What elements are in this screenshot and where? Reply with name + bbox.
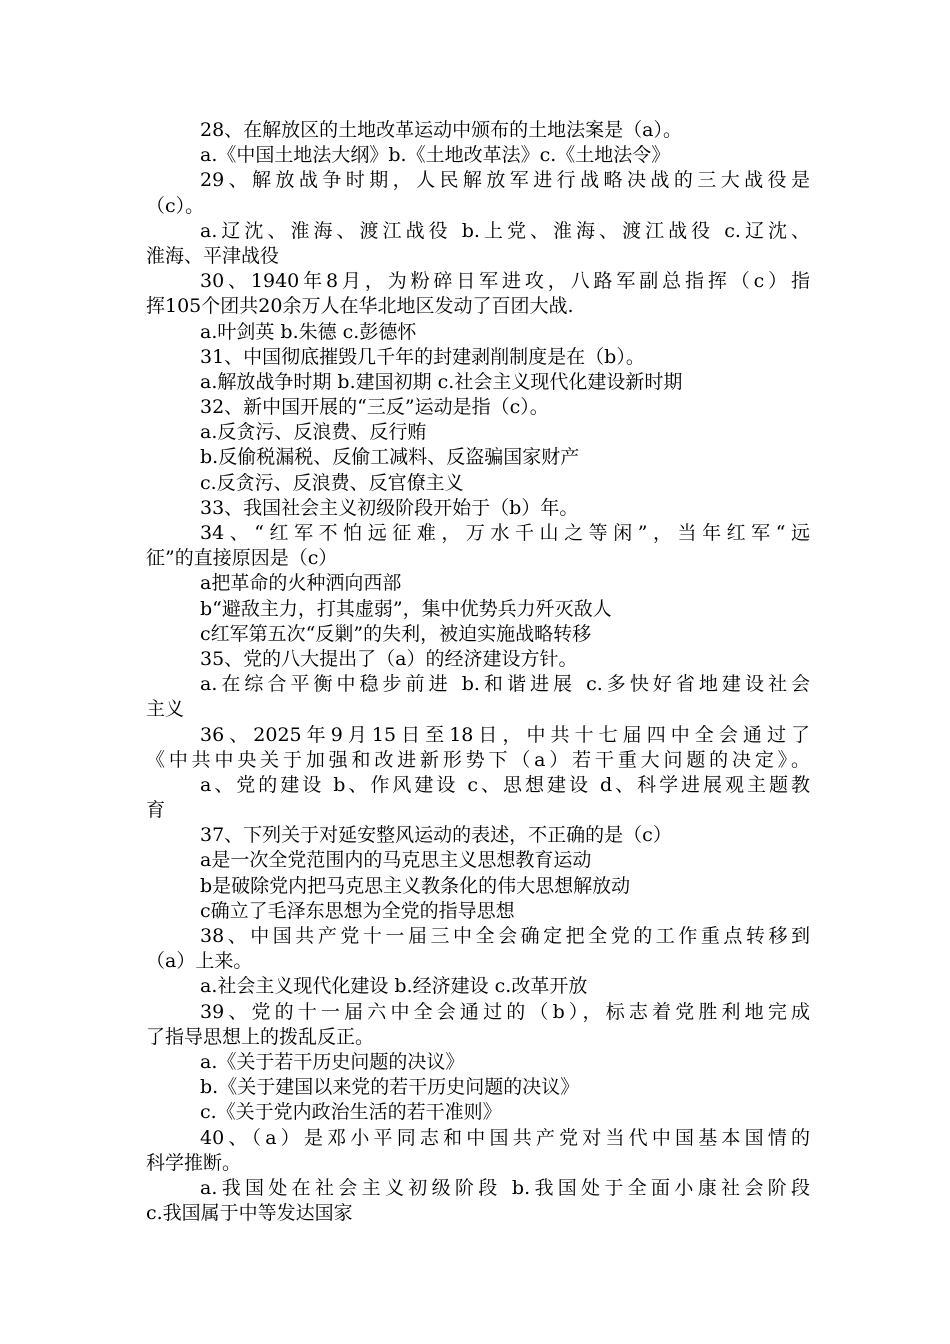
text-line: 育: [146, 799, 166, 822]
text-line: 淮海、平津战役: [146, 244, 280, 267]
text-line: 35、党的八大提出了（a）的经济建设方针。: [200, 647, 578, 670]
text-line: 主义: [146, 698, 185, 721]
text-line: a.《中国土地法大纲》b.《土地改革法》c.《土地法令》: [200, 144, 671, 167]
text-line: 挥105个团共20余万人在华北地区发动了百团大战.: [146, 295, 574, 318]
text-line: 39、党的十一届六中全会通过的（b），标志着党胜利地完成: [200, 1000, 810, 1023]
text-line: a.《关于若干历史问题的决议》: [200, 1050, 465, 1073]
text-line: 了指导思想上的拨乱反正。: [146, 1025, 375, 1048]
text-line: 30、1940年8月，为粉碎日军进攻，八路军副总指挥（c）指: [200, 270, 810, 293]
text-line: b.《关于建国以来党的若干历史问题的决议》: [200, 1076, 580, 1099]
text-line: 32、新中国开展的“三反”运动是指（c）。: [200, 396, 549, 419]
text-line: a是一次全党范围内的马克思主义思想教育运动: [200, 849, 592, 872]
text-line: b是破除党内把马克思主义教条化的伟大思想解放动: [200, 874, 631, 897]
text-line: （c）。: [146, 194, 205, 217]
text-line: a.在综合平衡中稳步前进 b.和谐进展 c.多快好省地建设社会: [200, 673, 810, 696]
text-line: a.反贪污、反浪费、反行贿: [200, 421, 427, 444]
document-page: [146, 118, 810, 1226]
text-line: a.解放战争时期 b.建国初期 c.社会主义现代化建设新时期: [200, 370, 683, 393]
text-line: 28、在解放区的土地改革运动中颁布的土地法案是（a）。: [200, 119, 683, 141]
text-line: 40、（a）是邓小平同志和中国共产党对当代中国基本国情的: [200, 1126, 810, 1149]
text-line: a.社会主义现代化建设 b.经济建设 c.改革开放: [200, 975, 588, 998]
text-line: （a）上来。: [146, 950, 253, 973]
text-line: a、党的建设 b、作风建设 c、思想建设 d、科学进展观主题教: [200, 773, 810, 796]
text-line: b.反偷税漏税、反偷工减料、反盗骗国家财产: [200, 446, 580, 469]
text-line: 31、中国彻底摧毁几千年的封建剥削制度是在（b）。: [200, 345, 645, 368]
text-line: a.我国处在社会主义初级阶段 b.我国处于全面小康社会阶段: [200, 1176, 810, 1199]
text-line: c红军第五次“反剿”的失利，被迫实施战略转移: [200, 622, 592, 645]
text-line: a.叶剑英 b.朱德 c.彭德怀: [200, 320, 417, 343]
text-line: 36、2025年9月15日至18日，中共十七届四中全会通过了: [200, 723, 810, 746]
text-line: 《中共中央关于加强和改进新形势下（a）若干重大问题的决定》。: [146, 748, 810, 771]
text-line: c.《关于党内政治生活的若干准则》: [200, 1101, 502, 1124]
text-line: c.我国属于中等发达国家: [146, 1202, 353, 1225]
text-line: a.辽沈、淮海、渡江战役 b.上党、淮海、渡江战役 c.辽沈、: [200, 219, 810, 242]
text-line: 33、我国社会主义初级阶段开始于（b）年。: [200, 496, 579, 519]
text-line: c.反贪污、反浪费、反官僚主义: [200, 471, 464, 494]
text-line: 34、“红军不怕远征难，万水千山之等闲”，当年红军“远: [200, 522, 810, 544]
text-line: 征”的直接原因是（c）: [146, 547, 338, 570]
text-line: b“避敌主力，打其虚弱”，集中优势兵力歼灭敌人: [200, 597, 612, 620]
text-line: 37、下列关于对延安整风运动的表述，不正确的是（c）: [200, 824, 672, 847]
text-line: a把革命的火种洒向西部: [200, 572, 402, 595]
text-line: c确立了毛泽东思想为全党的指导思想: [200, 899, 515, 922]
text-line: 29、解放战争时期，人民解放军进行战略决战的三大战役是: [200, 169, 810, 192]
text-line: 科学推断。: [146, 1151, 242, 1174]
text-line: 38、中国共产党十一届三中全会确定把全党的工作重点转移到: [200, 925, 810, 947]
